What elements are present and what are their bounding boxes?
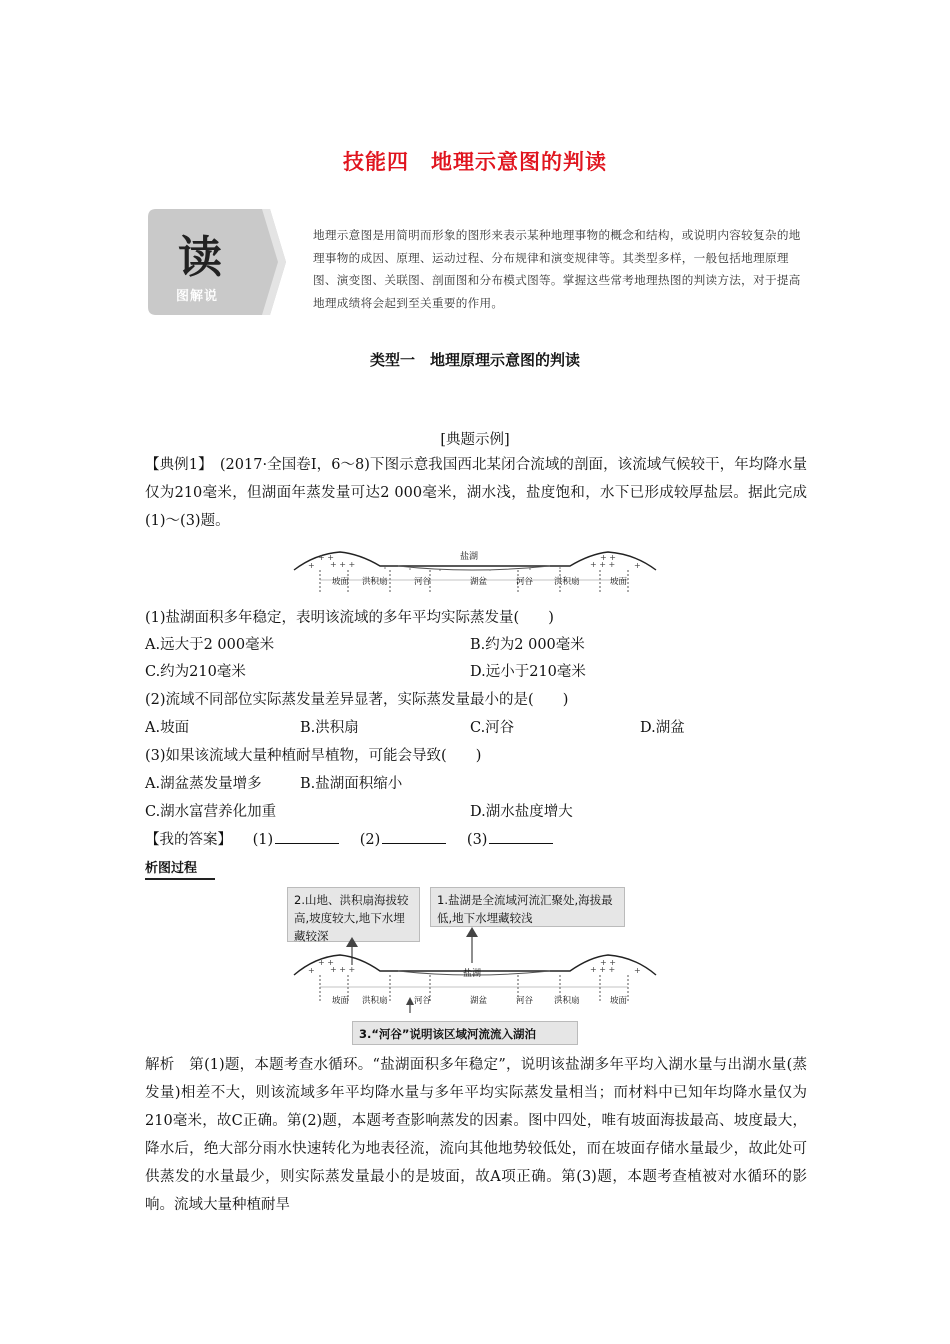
- badge-big-char: 读: [178, 232, 222, 283]
- option: D.湖盆: [640, 720, 685, 736]
- option: C.河谷: [470, 720, 515, 736]
- answer-label: 【我的答案】: [145, 832, 232, 848]
- read-badge: [148, 209, 286, 315]
- zone-label: 坡面: [610, 996, 628, 1006]
- zone-label: 洪积扇: [362, 577, 388, 587]
- option: A.坡面: [145, 720, 190, 736]
- lake-label: 盐湖: [463, 969, 482, 979]
- zone-label: 坡面: [610, 577, 628, 587]
- svg-text:+ + +: + + +: [590, 965, 616, 974]
- answer-blank[interactable]: [489, 829, 553, 844]
- lake-label: 盐湖: [460, 552, 479, 562]
- svg-text:+ + +: + + +: [330, 965, 356, 974]
- example-heading: [典题示例]: [440, 432, 510, 448]
- option: C.约为210毫米: [145, 664, 246, 680]
- zone-label: 河谷: [414, 996, 432, 1006]
- callout-2: 2.山地、洪积扇海拔较高,坡度较大,地下水埋藏较深: [287, 887, 420, 942]
- intro-paragraph: 地理示意图是用简明而形象的图形来表示某种地理事物的概念和结构，或说明内容较复杂的地理事物的成因、原理、运动过程、分布规律和演变规律等。其类型多样，一般包括地理原理图、演变图、关联图、剖面图和分布模式图等。掌握这些常考地理热图的判读方法，对于提高地理成绩将会起到至关重要的作用。: [313, 228, 801, 310]
- option: D.湖水盐度增大: [470, 804, 573, 820]
- answer-blank-label: (3): [466, 832, 488, 848]
- option: A.湖盆蒸发量增多: [145, 776, 262, 792]
- answer-blank-label: (2): [359, 832, 381, 848]
- svg-text:+: +: [308, 561, 315, 570]
- analysis-heading: 析图过程: [145, 857, 215, 880]
- zone-label: 湖盆: [470, 577, 488, 587]
- svg-text:+: +: [634, 966, 641, 975]
- zone-label: 洪积扇: [362, 996, 388, 1006]
- zone-label: 坡面: [332, 996, 350, 1006]
- svg-text:+ + +: + + +: [590, 560, 616, 569]
- zone-label: 河谷: [414, 577, 432, 587]
- option: D.远小于210毫米: [470, 664, 586, 680]
- option: A.远大于2 000毫米: [145, 637, 275, 653]
- answer-line: [145, 828, 553, 849]
- svg-text:+ +: + +: [318, 553, 334, 562]
- badge-small-text: 图解说: [176, 289, 219, 304]
- zone-label: 河谷: [516, 996, 534, 1006]
- zone-label: 湖盆: [470, 996, 488, 1006]
- example-stem: 【典例1】 (2017·全国卷Ⅰ，6～8)下图示意我国西北某闭合流域的剖面，该流域气候较干，年均降水量仅为210毫米，但湖面年蒸发量可达2 000毫米，湖水浅，盐度饱和，水下已形成较厚盐层。据此完成(1)～(3)题。: [145, 457, 807, 529]
- callout-1: 1.盐湖是全流域河流汇聚处,海拔最低,地下水埋藏较浅: [430, 887, 625, 927]
- option: B.盐湖面积缩小: [300, 776, 403, 792]
- page-title: 技能四 地理示意图的判读: [343, 150, 607, 174]
- svg-text:+: +: [308, 966, 315, 975]
- callout-3: 3.“河谷”说明该区域河流流入湖泊: [352, 1021, 578, 1045]
- zone-label: 洪积扇: [554, 996, 580, 1006]
- zone-label: 河谷: [516, 577, 534, 587]
- svg-text:+ + +: + + +: [330, 560, 356, 569]
- svg-text:+ +: + +: [600, 958, 616, 967]
- answer-blank[interactable]: [382, 829, 446, 844]
- zone-label: 洪积扇: [554, 577, 580, 587]
- question-stem: (2)流域不同部位实际蒸发量差异显著，实际蒸发量最小的是( ): [145, 692, 569, 708]
- explanation: 解析 第(1)题，本题考查水循环。“盐湖面积多年稳定”，说明该盐湖多年平均入湖水量与出湖水量(蒸发量)相差不大，则该流域多年平均降水量与多年平均实际蒸发量相当；而材料中已知年均降水量仅为210毫米，故C正确。第(2)题，本题考查影响蒸发的因素。图中四处，唯有坡面海拔最高、坡度最大，降水后，绝大部分雨水快速转化为地表径流，流向其他地势较低处，而在坡面存储水量最少，故此处可供蒸发的水量最少，则实际蒸发量最小的是坡面，故A项正确。第(3)题，本题考查植被对水循环的影响。流域大量种植耐旱: [145, 1057, 807, 1213]
- option: B.洪积扇: [300, 720, 359, 736]
- svg-text:+ +: + +: [318, 958, 334, 967]
- answer-blank[interactable]: [275, 829, 339, 844]
- answer-blank-label: (1): [252, 832, 274, 848]
- svg-text:+ +: + +: [600, 553, 616, 562]
- option: B.约为2 000毫米: [470, 637, 585, 653]
- question-stem: (3)如果该流域大量种植耐旱植物，可能会导致( ): [145, 748, 482, 764]
- svg-text:+: +: [634, 561, 641, 570]
- section-subtitle: 类型一 地理原理示意图的判读: [369, 351, 580, 369]
- zone-label: 坡面: [332, 577, 350, 587]
- question-stem: (1)盐湖面积多年稳定，表明该流域的多年平均实际蒸发量( ): [145, 610, 554, 626]
- option: C.湖水富营养化加重: [145, 804, 277, 820]
